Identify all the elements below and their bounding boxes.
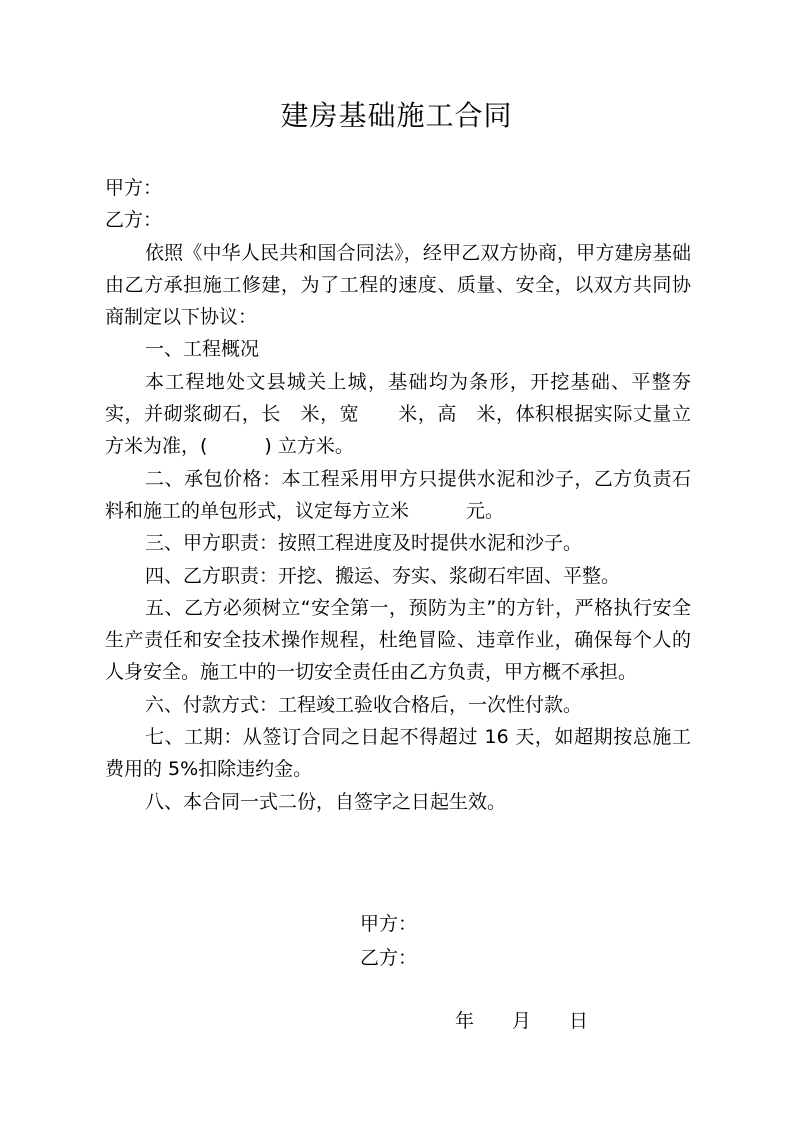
payment-paragraph: 六、付款方式：工程竣工验收合格后，一次性付款。	[145, 693, 583, 716]
schedule-paragraph: 七、工期：从签订合同之日起不得超过 16 天，如超期按总施工费用的 5%扣除违约金。	[105, 726, 691, 781]
preamble-paragraph: 依照《中华人民共和国合同法》，经甲乙双方协商，甲方建房基础由乙方承担施工修建，为了工程的速度、质量、安全，以双方共同协商制定以下协议：	[105, 241, 691, 329]
party-b-line: 乙方：	[105, 209, 163, 232]
signature-date: 年 月 日	[455, 1010, 589, 1032]
effective-clause-paragraph: 八、本合同一式二份，自签字之日起生效。	[145, 790, 507, 813]
party-a-duties-paragraph: 三、甲方职责：按照工程进度及时提供水泥和沙子。	[145, 532, 583, 555]
section-heading-overview: 一、工程概况	[145, 338, 260, 361]
document-title: 建房基础施工合同	[280, 99, 513, 132]
project-overview-paragraph: 本工程地处文县城关上城，基础均为条形，开挖基础、平整夯实，并砌浆砌石，长 米，宽 米，高 米，体积根据实际丈量立方米为准，( ) 立方米。	[105, 370, 691, 458]
contract-body	[105, 172, 691, 818]
contract-price-paragraph: 二、承包价格：本工程采用甲方只提供水泥和沙子，乙方负责石料和施工的单包形式，议定每方立米 元。	[105, 467, 691, 522]
party-a-line: 甲方：	[105, 177, 163, 199]
signature-party-a: 甲方：	[360, 913, 418, 935]
safety-paragraph: 五、乙方必须树立“安全第一，预防为主”的方针，严格执行安全生产责任和安全技术操作规程，杜绝冒险、违章作业，确保每个人的人身安全。施工中的一切安全责任由乙方负责，甲方概不承担。	[105, 596, 691, 684]
signature-party-b: 乙方：	[360, 947, 418, 969]
party-b-duties-paragraph: 四、乙方职责：开挖、搬运、夯实、浆砌石牢固、平整。	[145, 564, 621, 587]
